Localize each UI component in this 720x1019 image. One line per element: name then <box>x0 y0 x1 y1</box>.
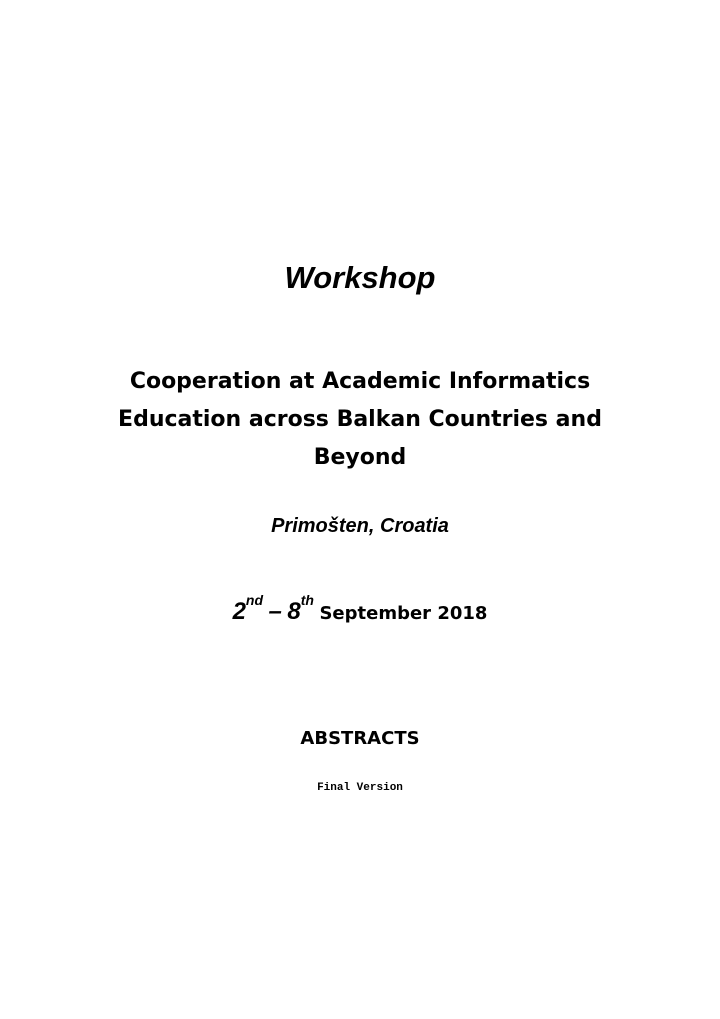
start-day-suffix: nd <box>245 592 264 608</box>
version-label: Final Version <box>317 782 403 794</box>
month-year: September 2018 <box>319 603 488 624</box>
workshop-heading: Workshop <box>284 260 436 295</box>
start-day: 2 <box>232 598 246 625</box>
workshop-location: Primošten, Croatia <box>271 515 449 537</box>
date-separator: – <box>268 598 282 625</box>
section-title: ABSTRACTS <box>300 728 420 749</box>
end-day-suffix: th <box>300 592 314 608</box>
end-day: 8 <box>287 598 301 625</box>
workshop-dates <box>0 592 720 634</box>
workshop-title: Cooperation at Academic Informatics Education across Balkan Countries and Beyond <box>118 369 602 470</box>
